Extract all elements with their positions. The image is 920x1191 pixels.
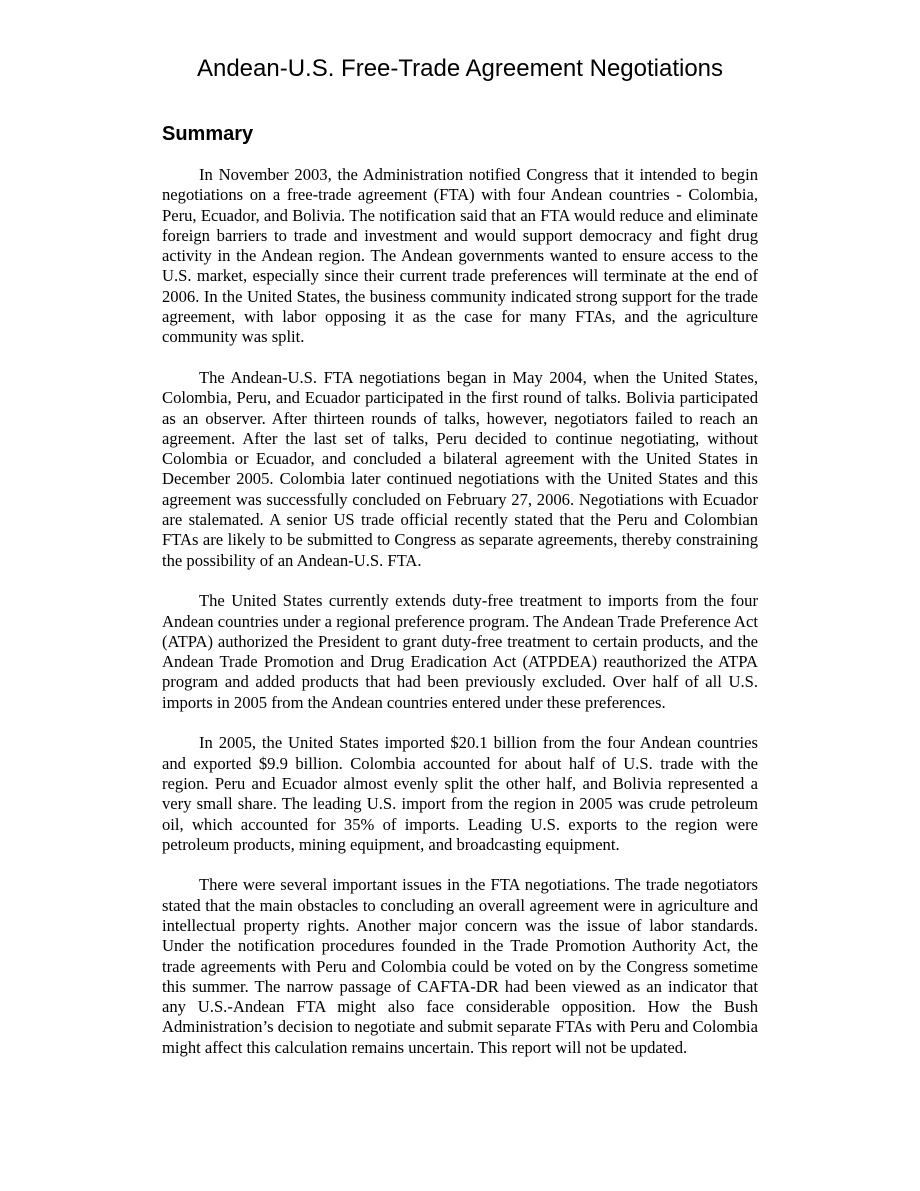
paragraph: There were several important issues in the FTA negotiations. The trade negotiators stated that the main obstacles to concluding an overall agreement were in agriculture and intellectual property rights. Another major concern was the issue of labor standards. Under the notification procedures founded in the Trade Promotion Authority Act, the trade agreements with Peru and Colombia could be voted on by the Congress sometime this summer. The narrow passage of CAFTA-DR had been viewed as an indicator that any U.S.-Andean FTA might also face considerable opposition. How the Bush Administration’s decision to negotiate and submit separate FTAs with Peru and Colombia might affect this calculation remains uncertain. This report will not be updated. — [162, 875, 758, 1057]
summary-body — [162, 165, 758, 1078]
paragraph: In 2005, the United States imported $20.1 billion from the four Andean countries and exported $9.9 billion. Colombia accounted for about half of U.S. trade with the region. Peru and Ecuador almost evenly split the other half, and Bolivia represented a very small share. The leading U.S. import from the region in 2005 was crude petroleum oil, which accounted for 35% of imports. Leading U.S. exports to the region were petroleum products, mining equipment, and broadcasting equipment. — [162, 733, 758, 854]
section-heading: Summary — [162, 123, 254, 145]
paragraph: In November 2003, the Administration notified Congress that it intended to begin negotiations on a free-trade agreement (FTA) with four Andean countries - Colombia, Peru, Ecuador, and Bolivia. The notification said that an FTA would reduce and eliminate foreign barriers to trade and investment and would support democracy and fight drug activity in the Andean region. The Andean governments wanted to ensure access to the U.S. market, especially since their current trade preferences will terminate at the end of 2006. In the United States, the business community indicated strong support for the trade agreement, with labor opposing it as the case for many FTAs, and the agriculture community was split. — [162, 165, 758, 347]
document-title: Andean-U.S. Free-Trade Agreement Negotiations — [196, 55, 724, 82]
paragraph: The United States currently extends duty-free treatment to imports from the four Andean countries under a regional preference program. The Andean Trade Preference Act (ATPA) authorized the President to grant duty-free treatment to certain products, and the Andean Trade Promotion and Drug Eradication Act (ATPDEA) reauthorized the ATPA program and added products that had been previously excluded. Over half of all U.S. imports in 2005 from the Andean countries entered under these preferences. — [162, 591, 758, 712]
paragraph: The Andean-U.S. FTA negotiations began in May 2004, when the United States, Colombia, Peru, and Ecuador participated in the first round of talks. Bolivia participated as an observer. After thirteen rounds of talks, however, negotiators failed to reach an agreement. After the last set of talks, Peru decided to continue negotiating, without Colombia or Ecuador, and concluded a bilateral agreement with the United States in December 2005. Colombia later continued negotiations with the United States and this agreement was successfully concluded on February 27, 2006. Negotiations with Ecuador are stalemated. A senior US trade official recently stated that the Peru and Colombian FTAs are likely to be submitted to Congress as separate agreements, thereby constraining the possibility of an Andean-U.S. FTA. — [162, 367, 758, 570]
